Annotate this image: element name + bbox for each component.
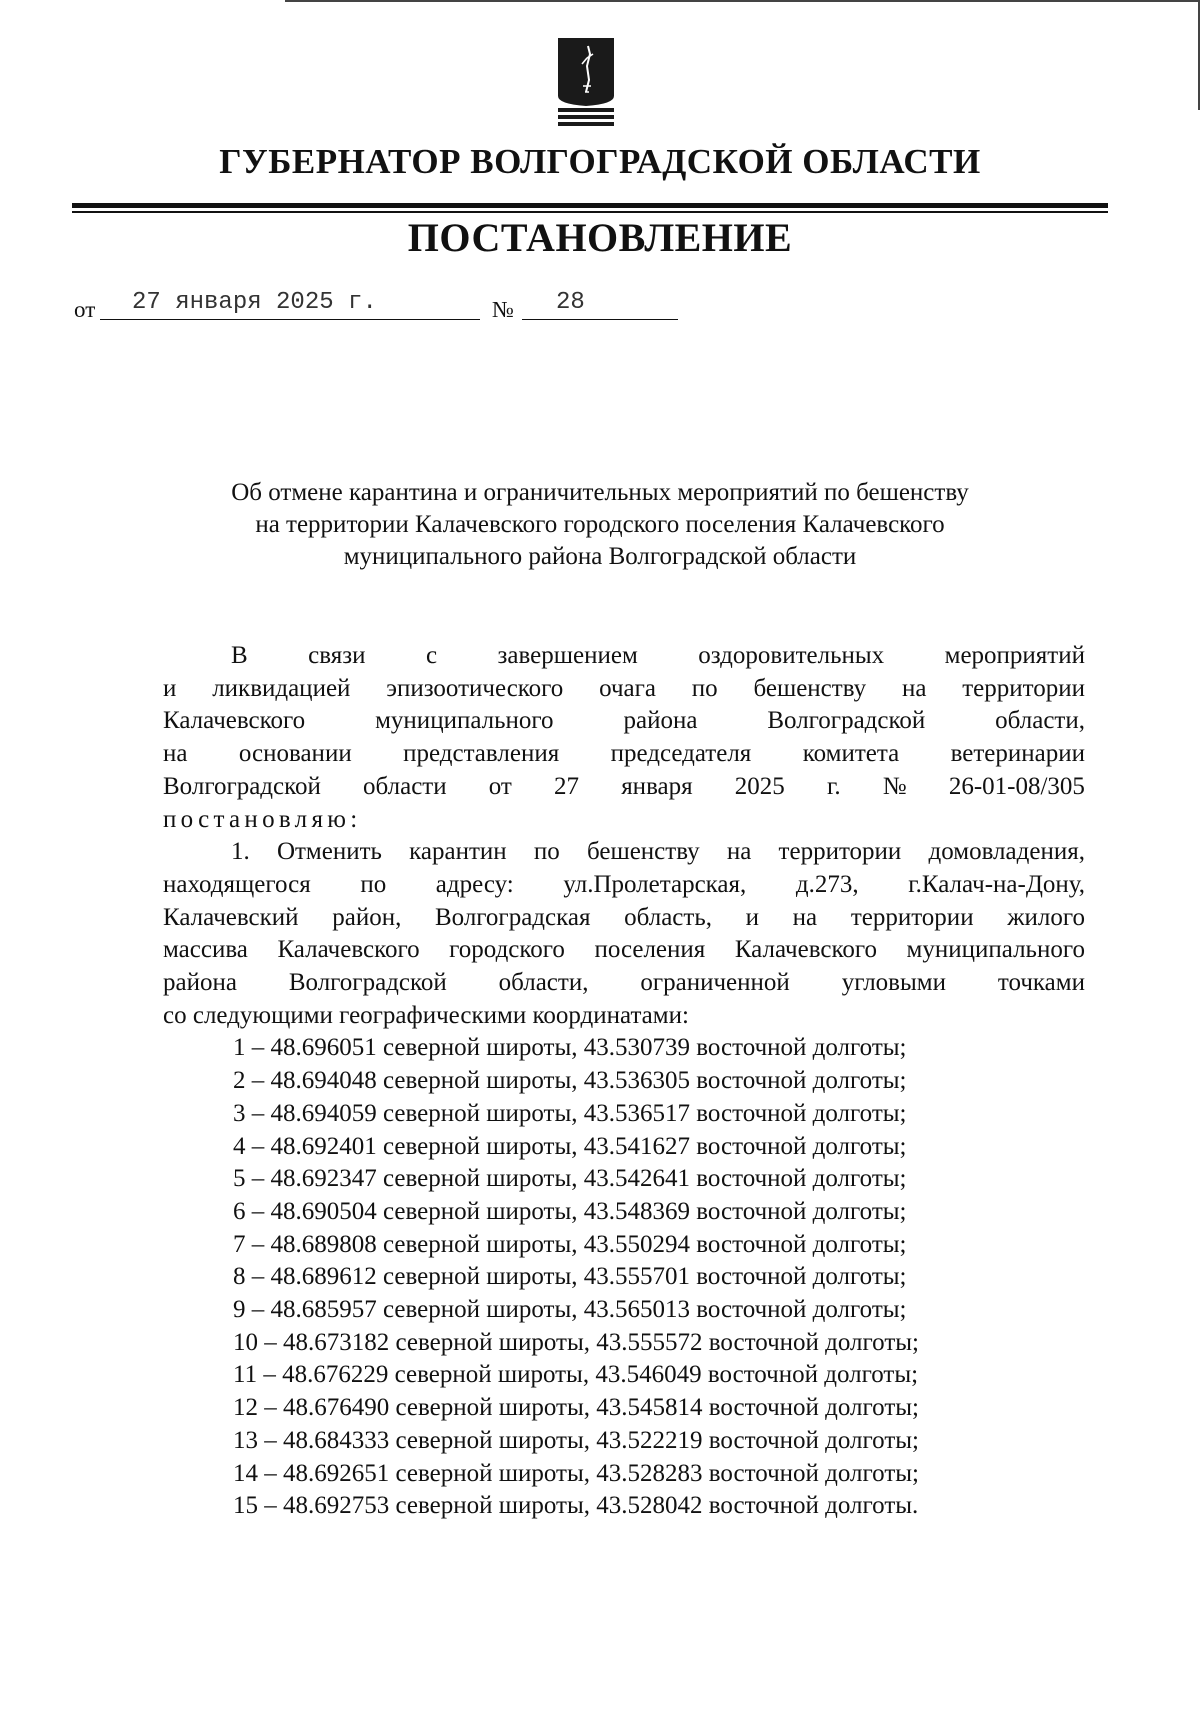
item1-line bbox=[163, 869, 1085, 902]
word: район, bbox=[332, 903, 402, 931]
word: г. bbox=[826, 772, 841, 800]
date-label: от bbox=[74, 297, 96, 322]
word: представления bbox=[403, 740, 560, 768]
coordinate-item: 10 – 48.673182 северной широты, 43.555572 восточной долготы; bbox=[233, 1328, 919, 1356]
word: поселения bbox=[594, 936, 706, 964]
word: области bbox=[363, 772, 447, 800]
preamble-line bbox=[163, 640, 1085, 673]
word: домовладения, bbox=[928, 838, 1085, 866]
word: точками bbox=[997, 969, 1085, 997]
word: Калачевского bbox=[277, 936, 420, 964]
word: очага bbox=[599, 674, 656, 702]
word: 26-01-08/305 bbox=[948, 772, 1085, 800]
word: жилого bbox=[1007, 903, 1085, 931]
word: территории bbox=[778, 838, 902, 866]
word: Калачевского bbox=[734, 936, 877, 964]
word: Калачевского bbox=[163, 707, 306, 735]
document-type-title: ПОСТАНОВЛЕНИЕ bbox=[407, 215, 793, 260]
word: Волгоградской bbox=[163, 772, 321, 800]
header-rule-thick bbox=[72, 203, 1108, 208]
document-subject bbox=[150, 477, 1050, 573]
word: области, bbox=[995, 707, 1085, 735]
word: карантин bbox=[409, 838, 507, 866]
preamble-line bbox=[163, 673, 1085, 706]
word: территории bbox=[850, 903, 974, 931]
word: № bbox=[882, 772, 907, 800]
word: Волгоградская bbox=[434, 903, 591, 931]
authority-title: ГУБЕРНАТОР ВОЛГОГРАДСКОЙ ОБЛАСТИ bbox=[219, 142, 981, 181]
word: находящегося bbox=[163, 870, 311, 898]
word: 2025 bbox=[734, 772, 785, 800]
word: председателя bbox=[610, 740, 752, 768]
coordinate-item: 5 – 48.692347 северной широты, 43.542641 восточной долготы; bbox=[233, 1165, 907, 1193]
coordinate-item: 12 – 48.676490 северной широты, 43.545814 восточной долготы; bbox=[233, 1394, 919, 1422]
word: эпизоотического bbox=[386, 674, 564, 702]
word: д.273, bbox=[795, 870, 859, 898]
header-rule-thin bbox=[72, 211, 1108, 213]
word: района bbox=[163, 969, 237, 997]
word: ограниченной bbox=[640, 969, 790, 997]
scan-edge-top bbox=[285, 0, 1200, 2]
word: Волгоградской bbox=[288, 969, 447, 997]
subject-line: на территории Калачевского городского поселения Калачевского bbox=[255, 511, 945, 538]
subject-line: Об отмене карантина и ограничительных мероприятий по бешенству bbox=[231, 479, 969, 506]
word: г.Калач-на-Дону, bbox=[908, 870, 1085, 898]
word: территории bbox=[962, 674, 1085, 702]
word: с bbox=[425, 642, 438, 669]
preamble-line bbox=[163, 771, 1085, 804]
coordinate-item: 15 – 48.692753 северной широты, 43.528042 восточной долготы. bbox=[233, 1492, 919, 1520]
number-underline bbox=[522, 319, 678, 320]
document-body bbox=[163, 640, 1085, 1523]
word: мероприятий bbox=[944, 642, 1085, 669]
word: области, bbox=[498, 969, 589, 997]
coat-of-arms-icon bbox=[556, 36, 616, 128]
word: на bbox=[726, 838, 752, 866]
word: и bbox=[745, 903, 760, 931]
word: и bbox=[163, 674, 177, 702]
word: района bbox=[623, 707, 698, 735]
word: по bbox=[691, 674, 718, 702]
item1-line: со следующими географическими координатами: bbox=[163, 1001, 689, 1029]
word: бешенству bbox=[586, 838, 700, 866]
coordinate-item: 11 – 48.676229 северной широты, 43.546049 восточной долготы; bbox=[233, 1361, 919, 1389]
item1-line bbox=[163, 902, 1085, 935]
date-underline bbox=[100, 319, 480, 320]
date-value: 27 января 2025 г. bbox=[132, 289, 377, 316]
word: на bbox=[163, 740, 188, 768]
coordinate-item: 13 – 48.684333 северной широты, 43.522219 восточной долготы; bbox=[233, 1426, 919, 1454]
coordinate-item: 9 – 48.685957 северной широты, 43.565013 восточной долготы; bbox=[233, 1296, 907, 1324]
word: 27 bbox=[554, 772, 580, 800]
item1-line bbox=[163, 934, 1085, 967]
word: угловыми bbox=[841, 969, 946, 997]
item1-line bbox=[163, 836, 1085, 869]
word: на bbox=[792, 903, 818, 931]
preamble-line bbox=[163, 738, 1085, 771]
subject-line: муниципального района Волгоградской области bbox=[343, 543, 857, 570]
word: связи bbox=[308, 642, 366, 669]
word: завершением bbox=[497, 642, 638, 669]
number-value: 28 bbox=[556, 289, 585, 316]
word: комитета bbox=[802, 740, 900, 768]
word: область, bbox=[624, 903, 712, 931]
word: основании bbox=[238, 740, 352, 768]
word: января bbox=[621, 772, 693, 800]
item1-line bbox=[163, 967, 1085, 1000]
word: оздоровительных bbox=[698, 642, 885, 669]
word: муниципального bbox=[906, 936, 1085, 964]
meta-line bbox=[0, 289, 1200, 325]
word: Отменить bbox=[276, 838, 382, 866]
coordinate-item: 14 – 48.692651 северной широты, 43.528283 восточной долготы; bbox=[233, 1459, 919, 1487]
number-label: № bbox=[492, 297, 514, 322]
word: В bbox=[231, 642, 248, 669]
coordinate-item: 8 – 48.689612 северной широты, 43.555701 восточной долготы; bbox=[233, 1263, 907, 1291]
word: по bbox=[533, 838, 560, 866]
coordinates-list bbox=[163, 1032, 1085, 1523]
word: бешенству bbox=[753, 674, 867, 702]
coordinate-item: 4 – 48.692401 северной широты, 43.541627 восточной долготы; bbox=[233, 1132, 907, 1160]
coordinate-item: 1 – 48.696051 северной широты, 43.530739 восточной долготы; bbox=[233, 1034, 907, 1062]
coordinate-item: 6 – 48.690504 северной широты, 43.548369 восточной долготы; bbox=[233, 1197, 907, 1225]
word: адресу: bbox=[435, 870, 514, 898]
word: от bbox=[488, 772, 512, 800]
word: ул.Пролетарская, bbox=[563, 870, 747, 898]
word: на bbox=[901, 674, 927, 702]
word: Волгоградской bbox=[767, 707, 926, 735]
word: по bbox=[360, 870, 387, 898]
word: ветеринарии bbox=[950, 740, 1085, 768]
word: ликвидацией bbox=[212, 674, 351, 702]
coordinate-item: 7 – 48.689808 северной широты, 43.550294 восточной долготы; bbox=[233, 1230, 907, 1258]
coordinate-item: 3 – 48.694059 северной широты, 43.536517 восточной долготы; bbox=[233, 1099, 907, 1127]
preamble-line bbox=[163, 705, 1085, 738]
word: массива bbox=[163, 936, 248, 964]
word: городского bbox=[449, 936, 565, 964]
decree-word: постановляю: bbox=[163, 805, 362, 833]
coordinate-item: 2 – 48.694048 северной широты, 43.536305 восточной долготы; bbox=[233, 1067, 907, 1095]
word: 1. bbox=[231, 838, 250, 866]
word: муниципального bbox=[375, 707, 554, 735]
word: Калачевский bbox=[163, 903, 299, 931]
